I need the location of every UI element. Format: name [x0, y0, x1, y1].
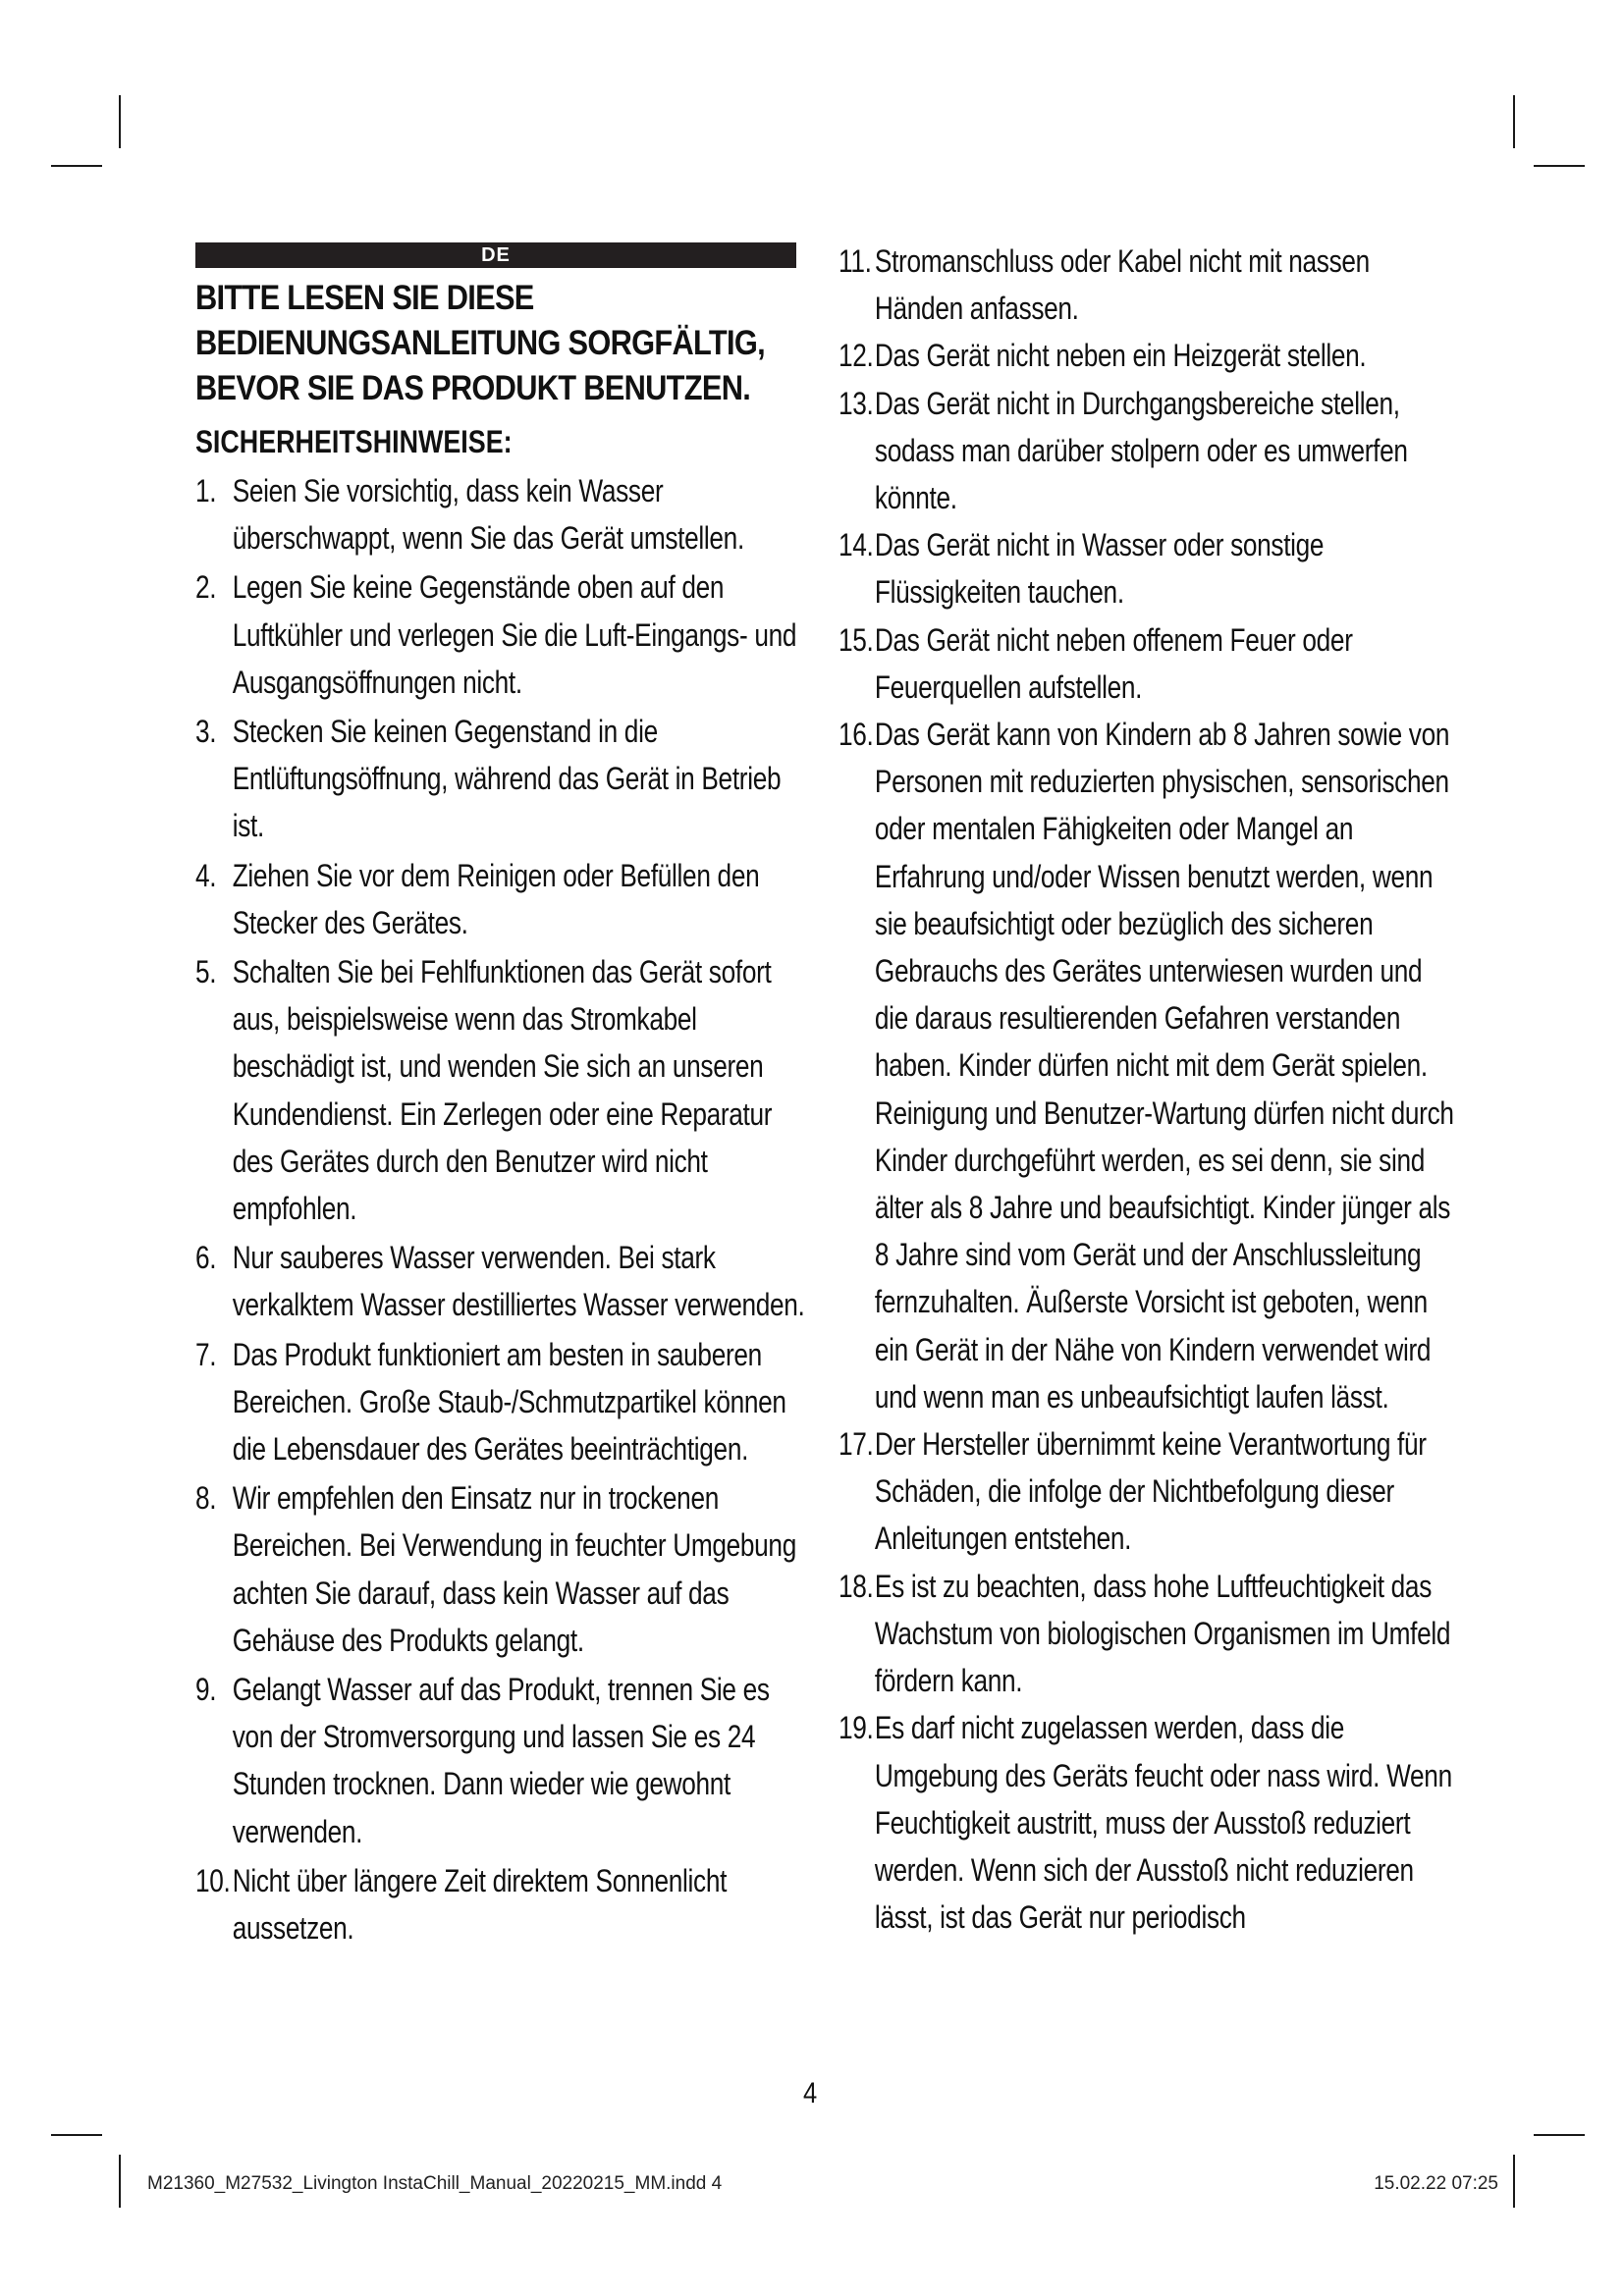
- item-text: Schalten Sie bei Fehlfunktionen das Gerät sofort aus, beispielsweise wenn das Stromkabel beschädigt ist, und wenden Sie sich an unseren Kundendienst. Ein Zerlegen oder eine Reparatur des Gerätes durch den Benutzer wird nicht empfohlen.: [232, 954, 773, 1227]
- language-bar: [195, 242, 796, 268]
- list-item: [195, 852, 815, 946]
- crop-mark: [119, 95, 121, 148]
- headline-line: BITTE LESEN SIE DIESE: [195, 279, 534, 317]
- page-headline: [195, 276, 765, 411]
- item-number: 4.: [195, 857, 217, 893]
- item-text: Stecken Sie keinen Gegenstand in die Entlüftungsöffnung, während das Gerät in Betrieb ist.: [232, 714, 782, 844]
- item-number: 13.: [839, 385, 874, 421]
- list-item: [839, 238, 1458, 332]
- list-item: [839, 711, 1458, 1420]
- list-item: [195, 1331, 815, 1473]
- item-text: Seien Sie vorsichtig, dass kein Wasser überschwappt, wenn Sie das Gerät umstellen.: [232, 473, 744, 557]
- item-text: Es darf nicht zugelassen werden, dass die Umgebung des Geräts feucht oder nass wird. Wenn Feuchtigkeit austritt, muss der Ausstoß reduziert werden. Wenn sich der Ausstoß nicht reduzieren lässt, ist das Gerät nur periodisch: [874, 1710, 1452, 1936]
- list-item: [839, 616, 1458, 711]
- item-text: Das Gerät nicht in Durchgangsbereiche stellen, sodass man darüber stolpern oder es umwerfen könnte.: [874, 385, 1408, 516]
- instruction-list-right: [839, 238, 1477, 1941]
- list-item: [195, 563, 815, 706]
- item-text: Legen Sie keine Gegenstände oben auf den Luftkühler und verlegen Sie die Luft-Eingangs- und Ausgangsöffnungen nicht.: [232, 569, 797, 700]
- footer-date-time: 15.02.22 07:25: [1374, 2173, 1498, 2194]
- safety-heading: SICHERHEITSHINWEISE:: [195, 424, 513, 459]
- item-number: 15.: [839, 621, 874, 658]
- crop-mark: [1534, 165, 1585, 167]
- item-number: 9.: [195, 1672, 217, 1708]
- item-text: Das Gerät nicht in Wasser oder sonstige Flüssigkeiten tauchen.: [874, 527, 1325, 611]
- item-text: Das Produkt funktioniert am besten in sauberen Bereichen. Große Staub-/Schmutzpartikel können die Lebensdauer des Gerätes beeinträchtigen.: [232, 1336, 786, 1468]
- list-item: [839, 332, 1458, 379]
- item-text: Ziehen Sie vor dem Reinigen oder Befüllen den Stecker des Gerätes.: [232, 857, 760, 940]
- instruction-list-left: [195, 467, 834, 1953]
- list-item: [839, 521, 1458, 615]
- list-item: [839, 380, 1458, 522]
- crop-mark: [51, 2134, 102, 2136]
- item-text: Es ist zu beachten, dass hohe Luftfeuchtigkeit das Wachstum von biologischen Organismen im Umfeld fördern kann.: [874, 1568, 1451, 1699]
- item-number: 12.: [839, 338, 874, 374]
- item-number: 8.: [195, 1480, 217, 1517]
- item-number: 3.: [195, 714, 217, 750]
- item-text: Das Gerät nicht neben offenem Feuer oder Feuerquellen aufstellen.: [874, 621, 1353, 705]
- list-item: [195, 467, 815, 561]
- item-number: 10.: [195, 1862, 231, 1898]
- item-text: Gelangt Wasser auf das Produkt, trennen Sie es von der Stromversorgung und lassen Sie es 24 Stunden trocknen. Dann wieder wie gewohnt verwenden.: [232, 1672, 770, 1849]
- item-number: 5.: [195, 954, 217, 990]
- crop-mark: [1513, 2155, 1515, 2208]
- list-item: [839, 1420, 1458, 1563]
- list-item: [839, 1563, 1458, 1705]
- item-number: 7.: [195, 1336, 217, 1372]
- footer-file-name: M21360_M27532_Livington InstaChill_Manual_20220215_MM.indd 4: [147, 2173, 723, 2194]
- item-number: 2.: [195, 569, 217, 606]
- item-text: Das Gerät kann von Kindern ab 8 Jahren sowie von Personen mit reduzierten physischen, sensorischen oder mentalen Fähigkeiten oder Mangel an Erfahrung und/oder Wissen benutzt werden, wenn sie beaufsichtigt oder bezüglich des sicheren Gebrauchs des Gerätes unterwiesen wurden und die daraus resultierenden Gefahren verstanden haben. Kinder dürfen nicht mit dem Gerät spielen. Reinigung und Benutzer-Wartung dürfen nicht durch Kinder durchgeführt werden, es sei denn, sie sind älter als 8 Jahre und beaufsichtigt. Kinder jünger als 8 Jahre sind vom Gerät und der Anschlussleitung fernzuhalten. Äußerste Vorsicht ist geboten, wenn ein Gerät in der Nähe von Kindern verwendet wird und wenn man es unbeaufsichtigt laufen lässt.: [874, 717, 1454, 1415]
- item-number: 17.: [839, 1426, 874, 1463]
- item-number: 18.: [839, 1568, 874, 1604]
- item-text: Nur sauberes Wasser verwenden. Bei stark verkalktem Wasser destilliertes Wasser verwenden.: [232, 1240, 805, 1323]
- page-number: 4: [803, 2077, 818, 2109]
- item-number: 14.: [839, 527, 874, 563]
- list-item: [195, 1666, 815, 1855]
- headline-line: BEDIENUNGSANLEITUNG SORGFÄLTIG,: [195, 324, 765, 362]
- item-text: Nicht über längere Zeit direktem Sonnenlicht aussetzen.: [232, 1862, 728, 1947]
- list-item: [839, 1704, 1458, 1941]
- headline-line: BEVOR SIE DAS PRODUKT BENUTZEN.: [195, 369, 751, 407]
- crop-mark: [119, 2155, 121, 2208]
- item-number: 11.: [839, 243, 872, 279]
- list-item: [195, 708, 815, 850]
- crop-mark: [1513, 95, 1515, 148]
- item-number: 19.: [839, 1710, 874, 1746]
- item-number: 1.: [195, 473, 217, 508]
- item-text: Das Gerät nicht neben ein Heizgerät stellen.: [874, 338, 1367, 374]
- item-text: Stromanschluss oder Kabel nicht mit nassen Händen anfassen.: [874, 243, 1370, 327]
- item-number: 6.: [195, 1240, 217, 1276]
- list-item: [195, 1234, 815, 1328]
- crop-mark: [1534, 2134, 1585, 2136]
- crop-mark: [51, 165, 102, 167]
- list-item: [195, 1474, 815, 1664]
- list-item: [195, 948, 815, 1232]
- item-text: Der Hersteller übernimmt keine Verantwortung für Schäden, die infolge der Nichtbefolgung dieser Anleitungen entstehen.: [874, 1426, 1427, 1557]
- list-item: [195, 1857, 815, 1951]
- language-tag: DE: [481, 244, 511, 266]
- item-number: 16.: [839, 717, 874, 753]
- item-text: Wir empfehlen den Einsatz nur in trockenen Bereichen. Bei Verwendung in feuchter Umgebung achten Sie darauf, dass kein Wasser auf das Gehäuse des Produkts gelangt.: [232, 1480, 796, 1658]
